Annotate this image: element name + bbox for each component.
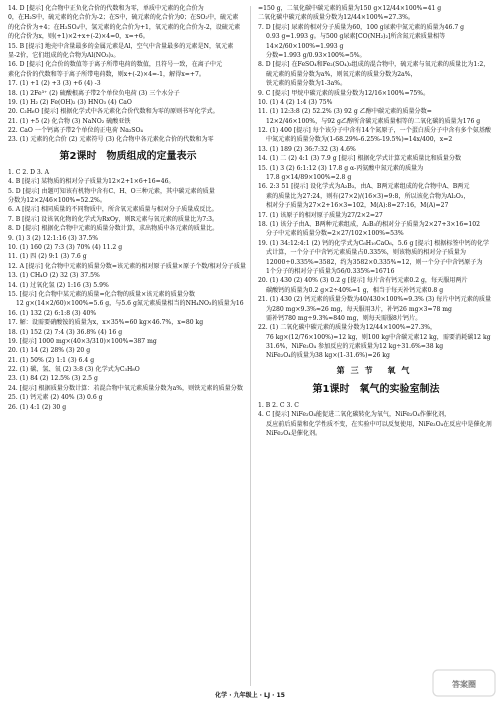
answer-line: 需补钙780 mg÷9.3%≈840 mg，则每天需服8片钙片。 (266, 314, 422, 322)
answer-line: 二氧化碳中碳元素的质量分数为12/44×100%≈27.3%。 (258, 14, 414, 22)
answer-line: 硫元素的质量分数为a%，则氧元素的质量分数为2a%， (266, 70, 417, 78)
answer-line: 20. (1) 14 (2) 28% (3) 20 g (8, 347, 91, 355)
answer-line: 中氮元素的质量分数为(1-68.29%-6.25%-19.5%)=14x/400，x=2 (266, 136, 453, 144)
answer-line: =150 g，二氧化碳中碳元素的质量为150 g×12/44×100%=41 g (258, 5, 442, 12)
chapter-heading: 第三节 氧气 (336, 365, 416, 375)
answer-line: 12. (1) 400 [提示] 每个该分子中含有14个氮原子，一个蛋白质分子中含有多个氨基酸 (258, 127, 492, 135)
answer-line: 8. D [提示] 在FeSO₄和Fe₂(SO₄)₃组成的混合物中，硫元素与氧元素的质量比为1:2， (258, 61, 490, 69)
answer-line: 23. (1) 元素的化合价 (2) 元素符号 (3) 化合物中各元素化合价的代数和为零 (8, 136, 214, 144)
answer-line: 1. C 2. D 3. A (8, 168, 50, 176)
lesson-title-b: 氧气的实验室制法 (359, 383, 440, 395)
answer-line: NiFe₂O₄的质量为38 kg×(1-31.6%)=26 kg (266, 352, 390, 360)
answer-line: 13. (1) 189 (2) 36:7:32 (3) 4.6% (258, 145, 356, 153)
answer-line: 17. 解：设需要硝酸铵的质量为x，x×35%=60 kg×46.7%，x=80 kg (8, 319, 204, 327)
answer-line: 反应前后质量和化学性质不变，在实验中可以反复使用，NiFe₂O₄在反应中是催化剂 (266, 420, 492, 428)
right-answers-part-1 (258, 4, 494, 239)
answer-line: 12. A [提示] 化合物中元素的质量分数=该元素的相对原子质量×原子个数/相对分子质量 (8, 262, 247, 270)
answer-line: 21. (1) 430 (2) 钙元素的质量分数为40/430×100%≈9.3% (3) 每片中钙元素的质量 (258, 296, 492, 304)
answer-line: 8. D [提示] 根据化合物中元素的质量分数计算，求出物质中各元素的质量比。 (8, 225, 219, 233)
answer-line: 21. (1) +5 (2) 化合物 (3) NaNO₂ 硫酸亚铁 (8, 117, 131, 125)
watermark-text: 答案圈 (452, 680, 476, 689)
answer-line: 9. (1) 3 (2) 12:1:16 (3) 37.5% (8, 234, 99, 242)
answer-line: 4. B [提示] 某物质的相对分子质量为12×2+1×6+16=46。 (8, 178, 175, 186)
answer-line: 16. D [提示] 化合价的数值等于离子所带电荷的数值，且符号一致，在离子中元 (8, 61, 223, 69)
answer-line: 为280 mg×9.3%≈26 mg，每天服用3片，补钙26 mg×3=78 mg (266, 305, 452, 313)
left-answers-part-1 (8, 4, 248, 145)
answer-line: 0，在H₂S中，硫元素的化合价为-2；在S中，硫元素的化合价为0；在SO₂中，硫元素 (8, 14, 239, 22)
answer-line: 14. (1) 二 (2) 4:1 (3) 7.9 g [提示] 根据化学式计算元素质量比和质量分数 (258, 155, 462, 163)
answer-line: 14. (1) 过氧化氢 (2) 1:16 (3) 5.9% (8, 281, 109, 289)
answer-line: 22. CaO 一个钙离子带2个单位的正电荷 Na₂SO₄ (8, 127, 143, 135)
answer-line: 素化合价的代数和等于离子所带电荷数，则x+(-2)×4=-1，解得x=+7。 (8, 70, 205, 78)
answer-line: 19. [提示] 1000 mg×(40×3/310)×100%≈387 mg (8, 337, 157, 345)
answer-line: 10. (1) 160 (2) 7:3 (3) 70% (4) 11.2 g (8, 243, 123, 251)
right-answers-part-3 (258, 401, 494, 439)
right-column (258, 4, 494, 438)
answer-line: 22. (1) 二氧化碳中碳元素的质量分数为12/44×100%=27.3%， (258, 324, 437, 332)
answer-line: 19. (1) 34:12:4:1 (2) 钙的化学式为C₆H₁₀CaO₆，5.6 g [提示] 根据标签中钙的化学 (258, 239, 490, 247)
answer-line: 5. D [提示] 由题可知该有机物中含有C、H、O三种元素，其中碳元素的质量 (8, 187, 215, 195)
left-answers-part-2 (8, 168, 248, 412)
answer-line: 12000÷0.335%=3582，约为3582×0.335%≈12，则一个分子中含钙原子为 (266, 258, 483, 266)
answer-line: 18. (1) 2Fe³⁺ (2) 硫酸根离子带2个单位负电荷 (3) 三个水分子 (8, 89, 180, 97)
answer-line: 13. (1) CH₄O (2) 32 (3) 37.5% (8, 272, 100, 280)
answer-line: 15. (1) 3 (2) 6:1:12 (3) 17.8 g α-丙氨酸中氮元素的质量为 (258, 164, 424, 172)
answer-line: 20. (1) 430 (2) 40% (3) 0.2 g [提示] 每片含有钙元素0.2 g，每天服用两片 (258, 277, 468, 285)
answer-line: NiFe₂O₄是催化剂。 (266, 430, 322, 438)
answer-line: 15. B [提示] 地壳中含量最多的金属元素是Al，空气中含量最多的元素是N，氧元素 (8, 42, 234, 50)
answer-line: 17.8 g×14/89×100%=2.8 g (266, 174, 352, 182)
page-footer: 化学 · 九年级上 · LJ · 15 (215, 692, 285, 699)
answer-line: 22. (1) 碳、氢、氧 (2) 3:8 (3) 化学式为C₃H₈O (8, 366, 140, 374)
answer-line: 31.6%，NiFe₂O₄ 参加反应的元素质量为12 kg÷31.6%=38 kg (266, 343, 444, 351)
answer-line: 25. (1) 钙元素 (2) 40% (3) 0.6 g (8, 394, 103, 402)
section-heading-lesson-2 (8, 149, 248, 165)
answer-line: 12 g×(14×2/60)×100%=5.6 g，与5.6 g氮元素质量相当的NH₄NO₃的质量为16 (16, 300, 244, 308)
lesson-label: 第2课时 (59, 150, 97, 162)
answer-line: 26. (1) 4:1 (2) 30 g (8, 403, 67, 411)
left-column (8, 4, 248, 412)
answer-line: 显-2价，它们组成的化合物为Al(NO₃)₃。 (8, 51, 120, 59)
answer-line: 17. (1) +1 (2) +3 (3) +6 (4) -3 (8, 80, 101, 88)
answer-line: 铁元素的质量分数为1-3a%。 (266, 80, 347, 88)
answer-line: 4. C [提示] NiFe₂O₄能促进二氧化碳转化为氧气，NiFe₂O₄作催化剂， (258, 411, 451, 419)
answer-line: 的化合价为+4；在H₂SO₄中，氢元素的化合价为+1，氧元素的化合价为-2，设硫元素 (8, 23, 241, 31)
answer-line: 12×2/46×100%，与92 g乙醇所含碳元素质量相等的二氧化碳的质量为176 g (266, 117, 481, 125)
column-divider (250, 6, 251, 686)
lesson-title: 物质组成的定量表示 (106, 150, 197, 162)
answer-line: 7. D [提示] 尿素的相对分子质量为60，100 g尿素中氮元素的质量为46.7 g (258, 23, 465, 31)
answer-line: 相对分子质量为27×2+16×3=102，M(A):8=27:16，M(A)=27 (266, 202, 449, 210)
answer-line: 分子中元素的质量分数=2×27/102×100%=53% (266, 230, 404, 238)
watermark-logo (432, 669, 496, 697)
section-heading-lesson-1 (258, 382, 494, 398)
answer-line: 19. (1) H₂ (2) Fe(OH)₂ (3) HNO₃ (4) CaO (8, 98, 132, 106)
answer-line: 分数为12×2/46×100%≈52.2%。 (8, 197, 106, 205)
answer-line: 24. [提示] 根据质量分数计算：若混合物中氧元素质量分数为a%，则铁元素的质量分数 (8, 384, 243, 392)
answer-line: 20. C₂H₆O [提示] 根据化学式中各元素化合价代数和为零的原则书写化学式。 (8, 108, 219, 116)
answer-line: 素的质量比为27:24，则有(27×2)/(16×3)=9:8，所以该化合物为Al₂O₃， (266, 192, 470, 200)
answer-line: 式计算，一个分子中含钙元素质量占0.335%，则该物质的相对分子质量为 (266, 249, 466, 257)
answer-line: 18. (1) 该分子由A、B两种元素组成，A₂B₃的相对分子质量为2×27+3×16=102 (258, 220, 481, 228)
answer-line: 14×2/60×100%=1.993 g (266, 42, 344, 50)
answer-line: 分数=1.993 g/0.93×100%=5%。 (266, 51, 366, 59)
answer-line: 17. (1) 该原子的相对原子质量为27/2×2=27 (258, 211, 383, 219)
answer-line: 的化合价为x，则(+1)×2+x+(-2)×4=0，x=+6。 (8, 33, 149, 41)
answer-line: 11. (1) 12:3:8 (2) 52.2% (3) 92 g 乙醇中碳元素的质量分数= (258, 108, 432, 116)
answer-line: 10. (1) 4 (2) 1:4 (3) 75% (258, 98, 333, 106)
right-answers-part-2 (258, 239, 494, 361)
answer-line: 18. (1) 152 (2) 7:4 (3) 36.8% (4) 16 g (8, 328, 123, 336)
lesson-label-b: 第1课时 (312, 383, 350, 395)
watermark-icon (432, 669, 496, 697)
answer-line: 碳酸钙的质量为0.2 g×2÷40%=1 g，相当于每天补钙元素0.8 g (266, 286, 444, 294)
answer-line: 9. C [提示] 甲烷中碳元素的质量分数为12/16×100%=75%。 (258, 89, 430, 97)
answer-line: 6. A [提示] 相同质量的不同物质中，所含氧元素质量与相对分子质量成反比。 (8, 206, 218, 214)
answer-line: 7. B [提示] 设该氧化物的化学式为RxOy，则R元素与氧元素的质量比为7:3。 (8, 215, 219, 223)
answer-line: 0.93 g=1.993 g。与500 g尿素[CO(NH₂)₂]所含氮元素质量相等 (266, 33, 446, 41)
answer-line: 15. [提示] 化合物中某元素的质量=化合物的质量×该元素的质量分数 (8, 290, 195, 298)
answer-line: 14. D [提示] 化合物中正负化合价的代数和为零，单质中元素的化合价为 (8, 5, 204, 12)
answer-line: 76 kg×(12/76×100%)=12 kg，则100 kg中含碳元素12 kg，需要消耗碳12 kg (266, 333, 491, 341)
answer-line: 23. (1) 84 (2) 12.5% (3) 2.5 g (8, 375, 98, 383)
answer-line: 1. B 2. C 3. C (258, 401, 299, 409)
answer-line: 16. (1) 132 (2) 6:1:8 (3) 40% (8, 309, 97, 317)
answer-line: 11. (1) 四 (2) 9:1 (3) 7.6 g (8, 253, 87, 261)
answer-line: 21. (1) 50% (2) 1:1 (3) 6.4 g (8, 356, 95, 364)
answer-line: 1个分子的相对分子质量为56/0.335%=16716 (266, 267, 395, 275)
answer-line: 16. 2:3 51 [提示] 设化学式为A₂B₃，由A、B两元素组成的化合物中A、B两元 (258, 183, 470, 191)
